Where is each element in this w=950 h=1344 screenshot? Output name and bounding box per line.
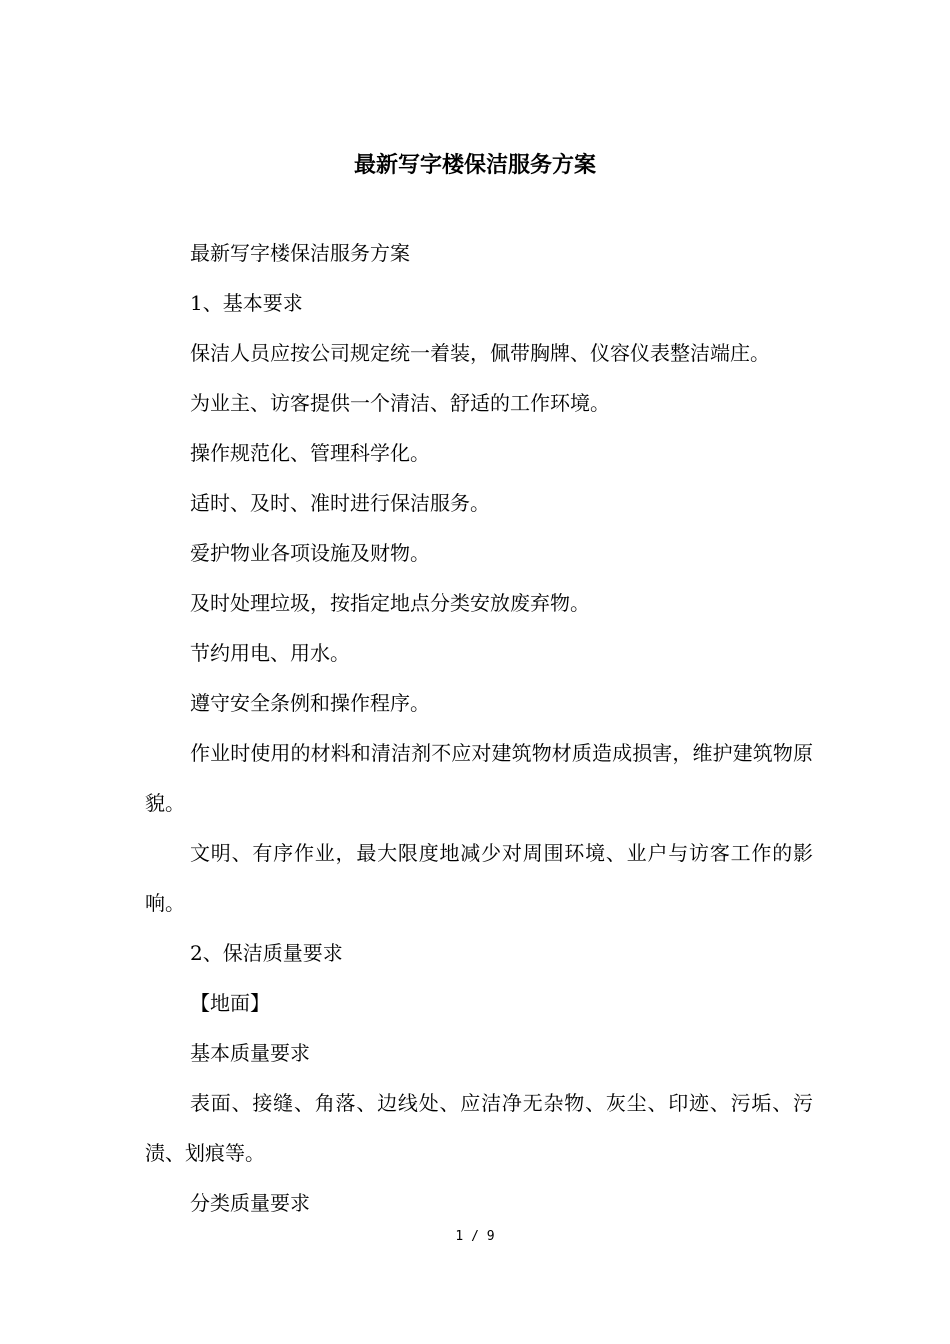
document-title: 最新写字楼保洁服务方案 (353, 153, 596, 178)
paragraph: 爱护物业各项设施及财物。 (190, 541, 430, 565)
paragraph: 及时处理垃圾，按指定地点分类安放废弃物。 (190, 591, 590, 615)
paragraph: 表面、接缝、角落、边线处、应洁净无杂物、灰尘、印迹、污垢、污渍、划痕等。 (145, 1091, 813, 1165)
paragraph: 文明、有序作业，最大限度地减少对周围环境、业户与访客工作的影响。 (145, 841, 813, 915)
paragraph: 最新写字楼保洁服务方案 (190, 241, 410, 265)
paragraph: 适时、及时、准时进行保洁服务。 (190, 491, 490, 515)
paragraph: 遵守安全条例和操作程序。 (190, 691, 430, 715)
section-heading: 1、基本要求 (190, 291, 303, 315)
paragraph: 基本质量要求 (190, 1041, 310, 1065)
paragraph: 操作规范化、管理科学化。 (190, 441, 430, 465)
paragraph: 节约用电、用水。 (190, 641, 350, 665)
document-body (145, 228, 813, 1228)
paragraph: 分类质量要求 (190, 1191, 310, 1215)
paragraph: 作业时使用的材料和清洁剂不应对建筑物材质造成损害，维护建筑物原貌。 (145, 741, 813, 815)
subsection-heading: 【地面】 (190, 991, 270, 1015)
section-heading: 2、保洁质量要求 (190, 941, 343, 965)
page-number: 1 / 9 (455, 1229, 495, 1244)
paragraph: 为业主、访客提供一个清洁、舒适的工作环境。 (190, 391, 610, 415)
paragraph: 保洁人员应按公司规定统一着装，佩带胸牌、仪容仪表整洁端庄。 (190, 341, 770, 365)
